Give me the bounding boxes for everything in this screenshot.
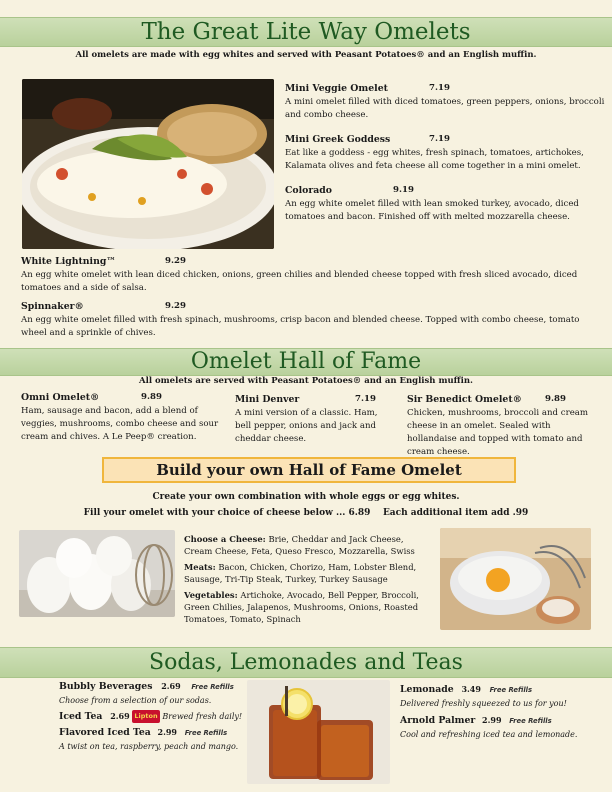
- item-name: Mini Greek Goddess: [285, 134, 391, 145]
- cheese-list: Brie, Cheddar and Jack Cheese, Cream Cheese, Feta, Queso Fresco, Mozzarella, Swiss: [184, 534, 415, 557]
- item-desc: A mini version of a classic. Ham, bell pepper, onions and jack and cheddar cheese.: [235, 408, 378, 444]
- item-price: 9.29: [165, 301, 186, 311]
- drink-price: 2.69: [161, 681, 181, 691]
- drink-price: 2.99: [482, 715, 502, 725]
- item-price: 7.19: [355, 394, 376, 404]
- menu-item-omni-omelet: [21, 391, 221, 444]
- drink-desc: Choose from a selection of our sodas.: [59, 696, 212, 705]
- item-price: 9.19: [393, 185, 414, 195]
- section-title: Sodas, Lemonades and Teas: [149, 650, 463, 675]
- item-price: 7.19: [429, 134, 450, 144]
- item-name: Mini Veggie Omelet: [285, 83, 388, 94]
- drink-desc: Delivered freshly squeezed to us for you!: [400, 699, 567, 708]
- cracked-egg-photo: [440, 528, 591, 630]
- build-your-own-banner: [102, 457, 516, 483]
- free-refills-label: Free Refills: [509, 717, 552, 725]
- meat-options: [184, 561, 424, 586]
- build-line-2: Fill your omelet with your choice of cheese below ... 6.89 Each additional item add .99: [83, 508, 529, 518]
- eggs-photo: [19, 530, 175, 617]
- iced-tea-photo: [247, 680, 390, 784]
- section-subtitle: All omelets are served with Peasant Potatoes® and an English muffin.: [139, 376, 473, 386]
- item-name: Spinnaker®: [21, 301, 84, 312]
- drink-flavored-iced-tea: [59, 726, 259, 754]
- section-header-hall-of-fame: [0, 348, 612, 376]
- meats-label: Meats:: [184, 561, 216, 572]
- drink-iced-tea: [59, 710, 259, 724]
- drink-arnold-palmer: [400, 714, 605, 742]
- veg-list: Artichoke, Avocado, Bell Pepper, Broccoli, Green Chilies, Jalapenos, Mushrooms, Onions, Roasted Tomatoes, Tomato, Spinach: [184, 589, 419, 625]
- item-name: Sir Benedict Omelet®: [407, 394, 522, 405]
- drink-price: 3.49: [461, 684, 481, 694]
- menu-item-mini-veggie: [285, 82, 605, 122]
- drink-name: Flavored Iced Tea: [59, 727, 151, 738]
- drink-desc: Brewed fresh daily!: [162, 712, 243, 721]
- item-price: 7.19: [429, 83, 450, 93]
- item-name: White Lightning™: [21, 256, 116, 267]
- item-price: 9.29: [165, 256, 186, 266]
- drink-name: Iced Tea: [59, 711, 103, 722]
- section-subtitle: All omelets are made with egg whites and served with Peasant Potatoes® and an English muffin.: [75, 50, 537, 60]
- section-header-lite-way: [0, 17, 612, 47]
- drink-desc: A twist on tea, raspberry, peach and mango.: [59, 742, 239, 751]
- lipton-logo: Lipton: [132, 710, 159, 723]
- section-title: Omelet Hall of Fame: [190, 349, 422, 374]
- item-desc: Chicken, mushrooms, broccoli and cream cheese in an omelet. Sealed with hollandaise and topped with tomato and cream cheese.: [407, 408, 589, 457]
- item-desc: A mini omelet filled with diced tomatoes, green peppers, onions, broccoli and combo cheese.: [285, 97, 605, 120]
- drink-bubbly-beverages: [59, 680, 249, 708]
- item-desc: Ham, sausage and bacon, add a blend of veggies, mushrooms, combo cheese and sour cream and chives. A Le Peep® creation.: [21, 406, 219, 442]
- item-desc: An egg white omelet filled with fresh spinach, mushrooms, crisp bacon and blended cheese. Topped with combo cheese, tomato wheel and a sprinkle of chives.: [21, 315, 580, 338]
- free-refills-label: Free Refills: [184, 729, 228, 737]
- vegetable-options: [184, 589, 424, 626]
- menu-item-mini-denver: [235, 393, 390, 446]
- item-name: Colorado: [285, 185, 332, 196]
- item-desc: An egg white omelet filled with lean smoked turkey, avocado, diced tomatoes and bacon. Finished off with melted mozzarella cheese.: [285, 199, 579, 222]
- item-price: 9.89: [141, 392, 162, 402]
- meats-list: Bacon, Chicken, Chorizo, Ham, Lobster Blend, Sausage, Tri-Tip Steak, Turkey, Turkey Sausage: [184, 561, 417, 585]
- section-header-drinks: [0, 647, 612, 678]
- cheese-label: Choose a Cheese:: [184, 534, 266, 544]
- item-name: Omni Omelet®: [21, 392, 100, 403]
- menu-item-mini-greek: [285, 133, 605, 173]
- free-refills-label: Free Refills: [489, 686, 533, 694]
- item-desc: An egg white omelet with lean diced chicken, onions, green chilies and blended cheese topped with fresh sliced avocado, diced tomatoes and a side of salsa.: [21, 270, 578, 293]
- veg-label: Vegetables:: [184, 589, 238, 600]
- drink-lemonade: [400, 683, 605, 711]
- build-line-1: Create your own combination with whole eggs or egg whites.: [152, 492, 460, 502]
- omelet-photo: [22, 79, 274, 249]
- drink-desc: Cool and refreshing iced tea and lemonade.: [400, 730, 578, 739]
- drink-name: Bubbly Beverages: [59, 681, 153, 692]
- free-refills-label: Free Refills: [191, 683, 234, 691]
- cheese-options: [184, 533, 424, 558]
- drink-name: Lemonade: [400, 684, 454, 695]
- build-options: [184, 533, 424, 626]
- drink-price: 2.69: [110, 711, 130, 721]
- item-name: Mini Denver: [235, 394, 300, 405]
- section-title: The Great Lite Way Omelets: [141, 19, 471, 45]
- drink-name: Arnold Palmer: [400, 715, 476, 726]
- menu-item-white-lightning: [21, 255, 603, 295]
- menu-item-spinnaker: [21, 300, 606, 340]
- menu-item-colorado: [285, 184, 585, 224]
- menu-item-sir-benedict: [407, 393, 602, 459]
- item-price: 9.89: [545, 394, 566, 404]
- build-title: Build your own Hall of Fame Omelet: [156, 461, 462, 479]
- drink-price: 2.99: [157, 727, 177, 737]
- item-desc: Eat like a goddess - egg whites, fresh spinach, tomatoes, artichokes, Kalamata olives and feta cheese all come together in a mini omelet.: [285, 148, 584, 171]
